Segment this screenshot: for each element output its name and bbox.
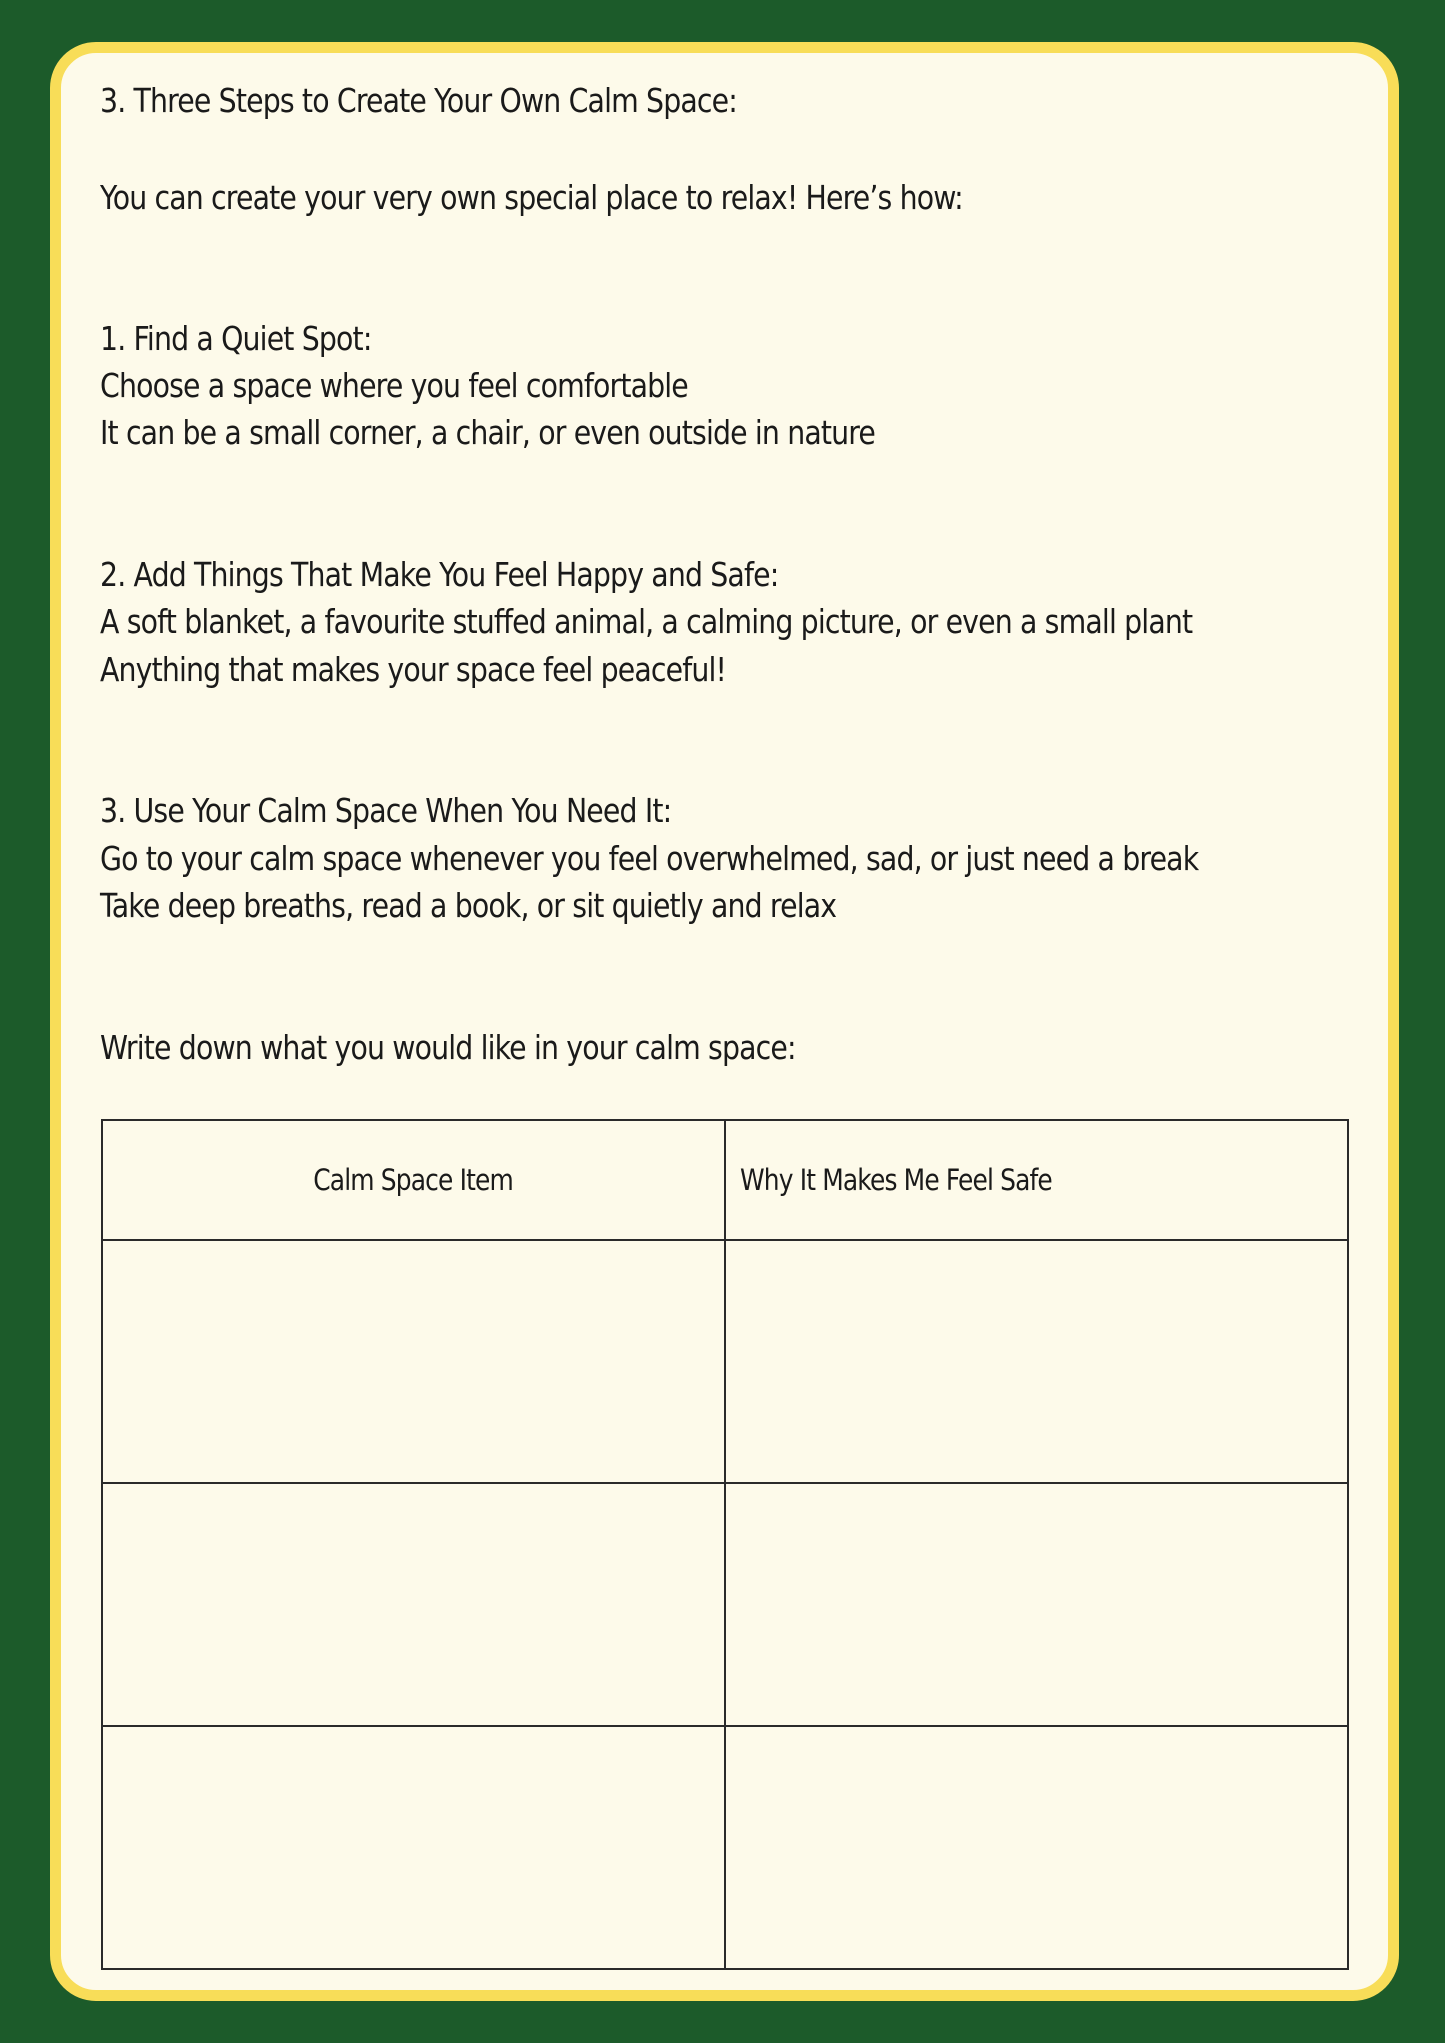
step-3-line-2: Take deep breaths, read a book, or sit quietly and relax [100, 886, 837, 925]
item-entry-cell-3[interactable] [102, 1726, 725, 1969]
reason-entry-cell-2[interactable] [725, 1483, 1348, 1726]
step-2-line-2: Anything that makes your space feel peaceful! [100, 650, 726, 689]
step-1-line-2: It can be a small corner, a chair, or even outside in nature [100, 413, 876, 452]
step-3-line-1: Go to your calm space whenever you feel overwhelmed, sad, or just need a break [100, 839, 1199, 878]
table-prompt: Write down what you would like in your calm space: [100, 1028, 796, 1067]
reason-entry-cell-3[interactable] [725, 1726, 1348, 1969]
table-row [102, 1483, 1348, 1726]
step-2-line-1: A soft blanket, a favourite stuffed animal, a calming picture, or even a small plant [100, 602, 1193, 641]
intro-text: You can create your very own special place to relax! Here’s how: [100, 178, 963, 217]
column-header-why-label: Why It Makes Me Feel Safe [740, 1163, 1052, 1197]
reason-entry-cell-1[interactable] [725, 1240, 1348, 1483]
step-1-line-1: Choose a space where you feel comfortable [100, 366, 688, 405]
column-header-item-label: Calm Space Item [313, 1163, 514, 1197]
calm-space-table [101, 1119, 1349, 1970]
column-header-why [725, 1120, 1348, 1240]
step-2-title: 2. Add Things That Make You Feel Happy and Safe: [100, 555, 779, 594]
table-header-row [102, 1120, 1348, 1240]
table-row [102, 1240, 1348, 1483]
item-entry-cell-2[interactable] [102, 1483, 725, 1726]
step-1-title: 1. Find a Quiet Spot: [100, 319, 372, 358]
column-header-item [102, 1120, 725, 1240]
step-3-title: 3. Use Your Calm Space When You Need It: [100, 791, 672, 830]
item-entry-cell-1[interactable] [102, 1240, 725, 1483]
section-title: 3. Three Steps to Create Your Own Calm Space: [100, 81, 737, 120]
table-row [102, 1726, 1348, 1969]
